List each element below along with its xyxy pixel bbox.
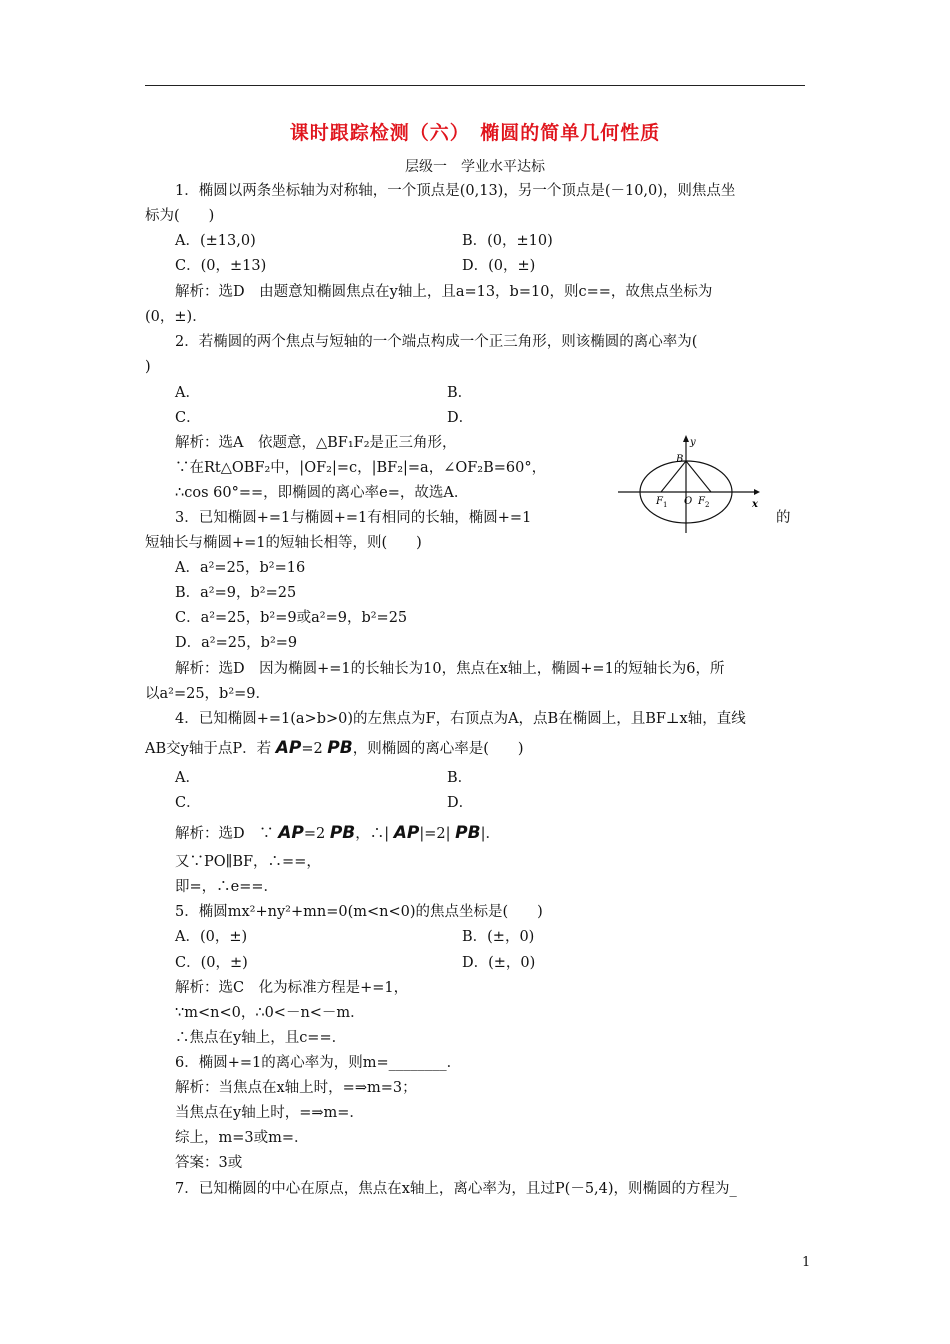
choice-c: C． [175,410,201,426]
answer-text: 答案：3或 [175,1155,243,1171]
focus-f1-label: F [656,496,663,507]
focus-f2-subscript: 2 [705,501,710,509]
choice-b: B． [447,770,473,786]
choice-a: A．(0，±) [175,929,248,945]
solution-text: 解析：选D 因为椭圆+=1的长轴长为10，焦点在x轴上，椭圆+=1的短轴长为6，所 [175,661,725,677]
text-line: 标为( ) [145,208,215,224]
text-segment: =2 [303,826,326,842]
text-segment: AB交y轴于点P．若 [145,741,272,757]
choice-d: D．a²=25，b²=9 [175,635,298,651]
choice-b: B． [447,385,473,401]
choice-a: A． [175,770,200,786]
solution-text [175,823,500,844]
solution-text: 综上，m=3或m=． [175,1130,309,1146]
choice-b: B．a²=9，b²=25 [175,585,297,601]
solution-text: ∵在Rt△OBF₂中，|OF₂|=c，|BF₂|=a，∠OF₂B=60°， [175,460,547,476]
choice-d: D． [447,795,474,811]
solution-text: 解析：当焦点在x轴上时，=⇒m=3； [175,1080,417,1096]
origin-label: O [684,496,693,507]
page-title: 课时跟踪检测（六） 椭圆的简单几何性质 [289,122,661,144]
focus-f1-subscript: 1 [663,501,668,509]
vector-pb: PB [329,823,356,843]
section-subtitle: 层级一 学业水平达标 [405,159,545,175]
solution-text: 又∵PO∥BF，∴==， [175,854,321,870]
solution-text: 即=，∴e==． [175,879,279,895]
choice-b: B．(0，±10) [462,233,553,249]
point-b-label: B [676,454,684,465]
text-line: 6．椭圆+=1的离心率为，则m=________． [175,1055,462,1071]
choice-a: A．a²=25，b²=16 [175,560,306,576]
text-segment: =2 [301,741,323,757]
text-segment: |． [480,826,500,842]
text-line: 4．已知椭圆+=1(a>b>0)的左焦点为F，右顶点为A，点B在椭圆上，且BF⊥x轴，直线 [175,711,746,727]
solution-text: 解析：选C 化为标准方程是+=1， [175,980,409,996]
text-segment: ，∴| [355,826,390,842]
ellipse-diagram [614,432,764,534]
choice-c: C． [175,795,201,811]
text-line: 1．椭圆以两条坐标轴为对称轴，一个顶点是(0,13)，另一个顶点是(－10,0)，则焦点坐 [175,183,736,199]
solution-text: ∵m<n<0，∴0<－n<－m． [175,1005,365,1021]
solution-text: 当焦点在y轴上时，=⇒m=． [175,1105,364,1121]
text-line: 2．若椭圆的两个焦点与短轴的一个端点构成一个正三角形，则该椭圆的离心率为( [175,334,698,350]
top-rule [145,85,805,86]
text-segment: 解析：选D ∵ [175,826,274,842]
vector-pb: PB [455,823,481,843]
solution-text: ∴cos 60°==，即椭圆的离心率e=，故选A． [175,485,469,501]
text-line: ) [145,359,151,375]
x-axis-label: x [752,499,758,510]
solution-text: 解析：选D 由题意知椭圆焦点在y轴上，且a=13，b=10，则c==，故焦点坐标为 [175,284,713,300]
vector-ap: AP [275,738,302,758]
text-line [145,738,524,759]
text-line: 7．已知椭圆的中心在原点，焦点在x轴上，离心率为，且过P(－5,4)，则椭圆的方程为_ [175,1181,737,1197]
solution-text: 以a²=25，b²=9． [145,686,271,702]
y-axis-label: y [690,437,696,448]
solution-text: 解析：选A 依题意，△BF₁F₂是正三角形， [175,435,457,451]
text-line: 的 [776,510,791,526]
vector-pb: PB [327,738,353,758]
text-segment: |=2| [419,826,451,842]
choice-c: C．(0，±13) [175,258,267,274]
vector-ap: AP [278,823,304,843]
choice-c: C．(0，±) [175,955,248,971]
solution-text: ∴焦点在y轴上，且c==． [175,1030,347,1046]
vector-ap: AP [393,823,420,843]
focus-f2-label: F [698,496,705,507]
solution-text: (0，±)． [145,309,207,325]
choice-d: D． [447,410,474,426]
text-line: 短轴长与椭圆+=1的短轴长相等，则( ) [145,535,422,551]
text-segment: ，则椭圆的离心率是( ) [352,741,524,757]
page-number: 1 [802,1255,811,1270]
choice-a: A． [175,385,200,401]
text-line: 3．已知椭圆+=1与椭圆+=1有相同的长轴，椭圆+=1 [175,510,532,526]
choice-a: A．(±13,0) [175,233,256,249]
choice-d: D．(±，0) [462,955,536,971]
choice-c: C．a²=25，b²=9或a²=9，b²=25 [175,610,408,626]
choice-b: B．(±，0) [462,929,535,945]
choice-d: D．(0，±) [462,258,536,274]
text-line: 5．椭圆mx²+ny²+mn=0(m<n<0)的焦点坐标是( ) [175,904,543,920]
